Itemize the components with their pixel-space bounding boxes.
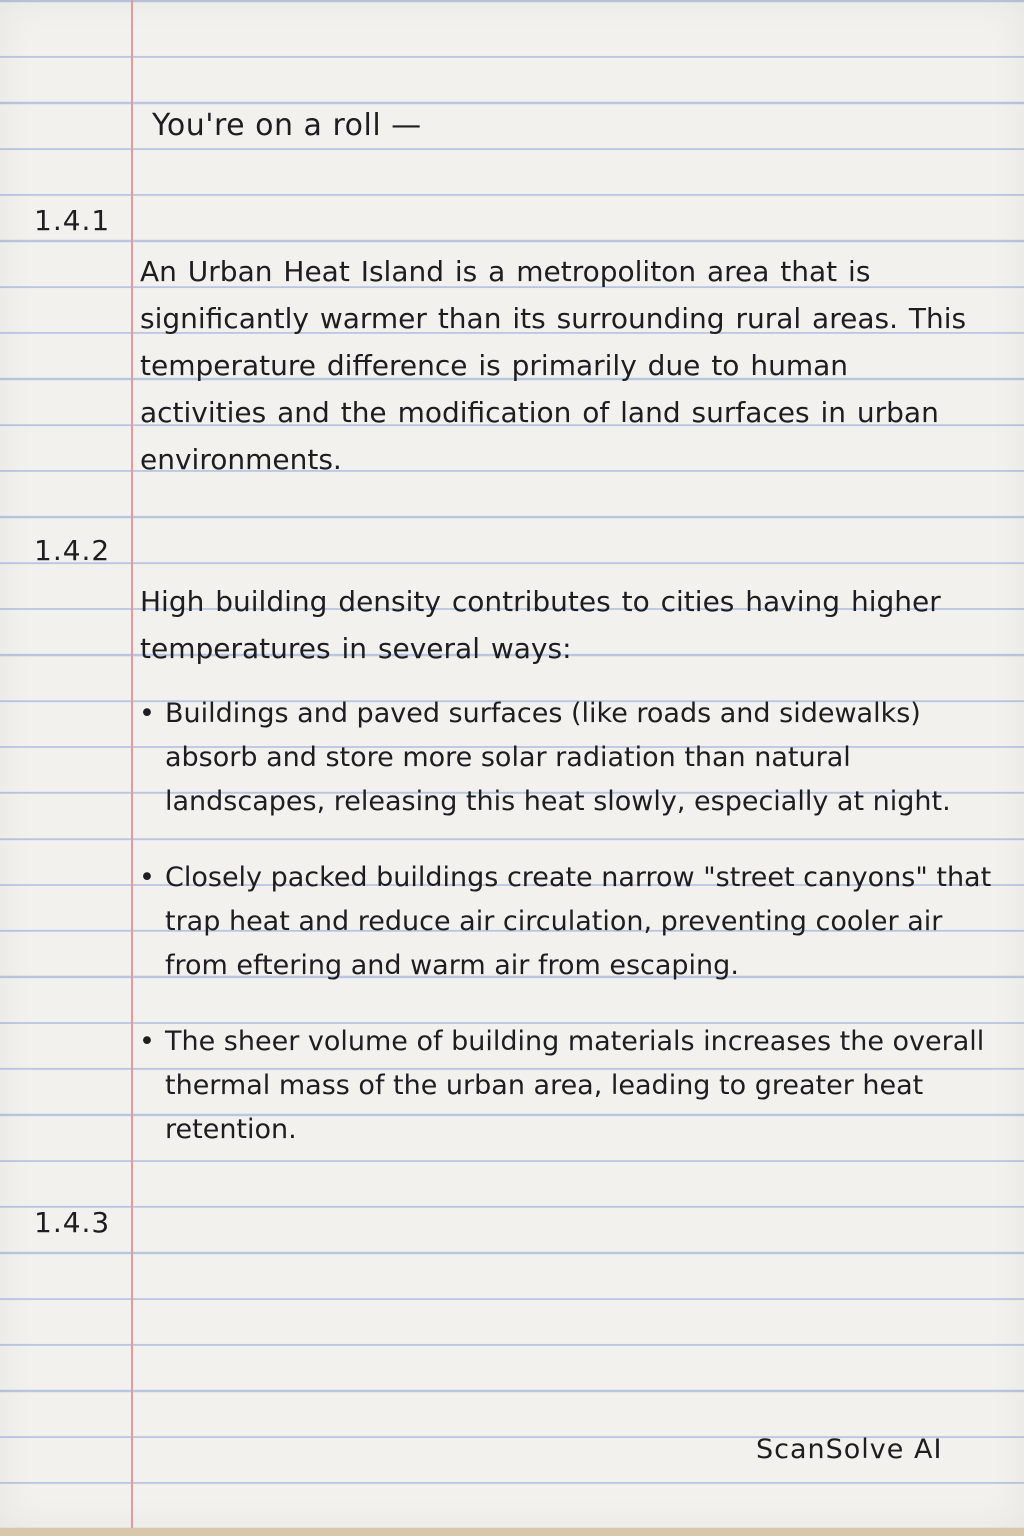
bullet-text: The sheer volume of building materials increases the overall thermal mass of the urban area, leading to greater heat retention. bbox=[165, 1026, 985, 1145]
bullet-dot-icon: • bbox=[139, 698, 155, 729]
section-number-1-4-2: 1.4.2 bbox=[34, 534, 111, 567]
section-number-1-4-3: 1.4.3 bbox=[34, 1206, 111, 1239]
list-item bbox=[137, 1020, 1007, 1152]
section-1-4-2-intro: High building density contributes to cities having higher temperatures in several ways: bbox=[140, 585, 941, 665]
bullet-dot-icon: • bbox=[139, 862, 155, 893]
section-number-1-4-1: 1.4.1 bbox=[34, 204, 111, 237]
page-heading: You're on a roll — bbox=[152, 108, 422, 143]
brand-signature: ScanSolve AI bbox=[756, 1434, 943, 1465]
bullet-text: Buildings and paved surfaces (like roads and sidewalks) absorb and store more solar radiation than natural landscapes, releasing this heat slowly, especially at night. bbox=[165, 698, 951, 817]
list-item bbox=[137, 856, 1007, 988]
section-1-4-1-paragraph: An Urban Heat Island is a metropoliton area that is significantly warmer than its surrounding rural areas. This temperature difference is primarily due to human activities and the modification of land surfaces in urban environments. bbox=[140, 255, 967, 476]
bullet-dot-icon: • bbox=[139, 1026, 155, 1057]
bullet-text: Closely packed buildings create narrow "street canyons" that trap heat and reduce air circulation, preventing cooler air from eftering and warm air from escaping. bbox=[165, 862, 992, 981]
list-item bbox=[137, 692, 1007, 824]
margin-line bbox=[131, 0, 133, 1528]
